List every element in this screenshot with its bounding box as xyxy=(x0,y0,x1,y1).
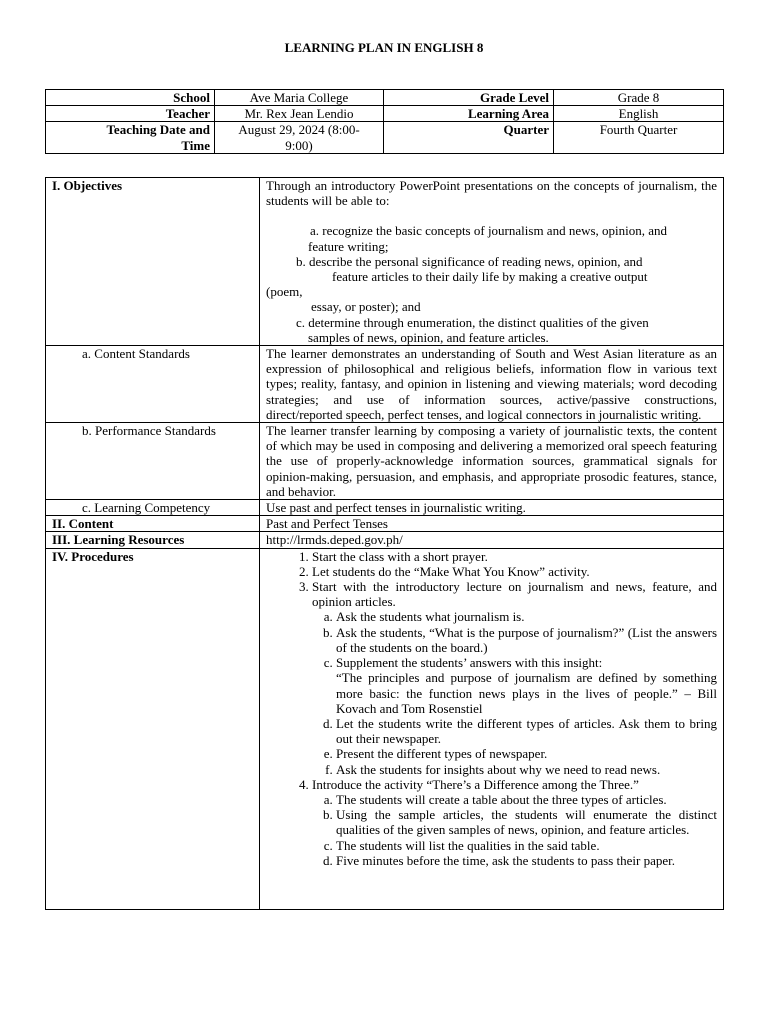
info-table xyxy=(45,89,724,154)
content-standards-row xyxy=(46,346,724,423)
school-label: School xyxy=(46,90,215,106)
procedure-step-2 xyxy=(312,564,717,579)
content-text: Past and Perfect Tenses xyxy=(260,516,724,532)
procedure-step-1 xyxy=(312,549,717,564)
content-standards-text: The learner demonstrates an understanding of South and West Asian literature as an expression of philosophical and religious beliefs, information flow in various text types; reality, fantasy, and opinion in listening and viewing materials; word decoding strategies; and use of information sources, active/passive constructions, direct/reported speech, perfect tenses, and logical connectors in journalistic writing. xyxy=(260,346,724,423)
objective-b-line-1: b. describe the personal significance of reading news, opinion, and xyxy=(296,253,643,269)
content-standards-label: a. Content Standards xyxy=(46,346,260,423)
procedures-list xyxy=(266,549,717,868)
learning-resources-row xyxy=(46,532,724,548)
objectives-intro: Through an introductory PowerPoint presentations on the concepts of journalism, the students will be able to: xyxy=(266,178,717,209)
teacher-value: Mr. Rex Jean Lendio xyxy=(215,106,384,122)
learning-competency-text: Use past and perfect tenses in journalistic writing. xyxy=(260,500,724,516)
procedure-step-2-text: Let students do the “Make What You Know” activity. xyxy=(312,563,590,579)
grade-level-value: Grade 8 xyxy=(554,90,724,106)
performance-standards-text: The learner transfer learning by composing a variety of journalistic texts, the content of which may be used in composing and delivering a memorized oral speech featuring the use of properly-acknowledge information sources, grammatical signals for opinion-making, persuasion, and emphasis, and appropriate prosodic features, stance, and behavior. xyxy=(260,423,724,500)
procedure-step-3b: b. Ask the students, “What is the purpose of journalism?” (List the answers of the students on the board.) xyxy=(336,625,717,655)
procedure-step-3c-quote: “The principles and purpose of journalism are defined by something more basic: the function news plays in the lives of people.” – Bill Kovach and Tom Rosenstiel xyxy=(336,670,717,716)
procedure-step-3-text: Start with the introductory lecture on journalism and news, feature, and opinion articles. xyxy=(312,579,717,610)
procedure-step-3 xyxy=(312,579,717,777)
objectives-spacer xyxy=(266,208,717,223)
info-row-teacher xyxy=(46,106,724,122)
learning-area-label: Learning Area xyxy=(384,106,554,122)
grade-level-label: Grade Level xyxy=(384,90,554,106)
teaching-date-value-line-2: 9:00) xyxy=(285,137,313,153)
objective-a-line-1: a. recognize the basic concepts of journalism and news, opinion, and xyxy=(310,223,668,239)
procedures-cell xyxy=(260,548,724,909)
objective-b-line-3: (poem, xyxy=(266,284,303,300)
school-value: Ave Maria College xyxy=(215,90,384,106)
objective-b-line-2: feature articles to their daily life by making a creative output xyxy=(332,269,648,285)
procedures-label: IV. Procedures xyxy=(46,548,260,909)
procedure-step-1-text: Start the class with a short prayer. xyxy=(312,548,488,564)
teacher-label: Teacher xyxy=(46,106,215,122)
objectives-cell xyxy=(260,178,724,346)
objectives-row xyxy=(46,178,724,346)
learning-resources-link[interactable]: http://lrmds.deped.gov.ph/ xyxy=(260,532,724,548)
procedure-step-3c xyxy=(336,655,717,716)
objective-c-line-2: samples of news, opinion, and feature articles. xyxy=(308,329,549,345)
procedure-step-4c: c. The students will list the qualities in the said table. xyxy=(336,838,717,853)
procedure-step-4-sublist xyxy=(312,792,717,868)
page-title: LEARNING PLAN IN ENGLISH 8 xyxy=(284,40,484,55)
procedure-step-4 xyxy=(312,777,717,868)
procedure-step-3a: a. Ask the students what journalism is. xyxy=(336,609,717,624)
procedure-step-3f: f. Ask the students for insights about why we need to read news. xyxy=(336,762,717,777)
procedure-step-3-sublist xyxy=(312,609,717,776)
plan-table xyxy=(45,177,724,910)
procedure-step-3c-text: Supplement the students’ answers with this insight: xyxy=(336,655,603,671)
quarter-value: Fourth Quarter xyxy=(554,122,724,153)
procedure-step-3d: d. Let the students write the different types of articles. Ask them to bring out their newspaper. xyxy=(336,716,717,746)
info-row-date xyxy=(46,122,724,153)
objective-a-line-2: feature writing; xyxy=(308,238,389,254)
objective-c-line-1: c. determine through enumeration, the distinct qualities of the given xyxy=(296,314,649,330)
teaching-date-label xyxy=(46,122,215,153)
procedures-row xyxy=(46,548,724,909)
objectives-label: I. Objectives xyxy=(46,178,260,346)
content-label: II. Content xyxy=(46,516,260,532)
learning-resources-label: III. Learning Resources xyxy=(46,532,260,548)
procedure-step-3e: e. Present the different types of newspaper. xyxy=(336,746,717,761)
procedure-step-4-text: Introduce the activity “There’s a Difference among the Three.” xyxy=(312,776,639,792)
learning-competency-row xyxy=(46,500,724,516)
teaching-date-label-line-2: Time xyxy=(181,137,210,153)
procedure-step-4b: b. Using the sample articles, the students will enumerate the distinct qualities of the given samples of news, opinion, and feature articles. xyxy=(336,807,717,837)
performance-standards-row xyxy=(46,423,724,500)
learning-competency-label: c. Learning Competency xyxy=(46,500,260,516)
content-row xyxy=(46,516,724,532)
objective-b-line-4: essay, or poster); and xyxy=(311,299,421,315)
performance-standards-label: b. Performance Standards xyxy=(46,423,260,500)
teaching-date-value xyxy=(215,122,384,153)
teaching-date-value-line-1: August 29, 2024 (8:00- xyxy=(238,122,360,138)
teaching-date-label-line-1: Teaching Date and xyxy=(106,122,210,138)
quarter-label: Quarter xyxy=(384,122,554,153)
learning-area-value: English xyxy=(554,106,724,122)
procedure-step-4d: d. Five minutes before the time, ask the students to pass their paper. xyxy=(336,853,717,868)
procedure-step-4a: a. The students will create a table about the three types of articles. xyxy=(336,792,717,807)
info-row-school xyxy=(46,90,724,106)
